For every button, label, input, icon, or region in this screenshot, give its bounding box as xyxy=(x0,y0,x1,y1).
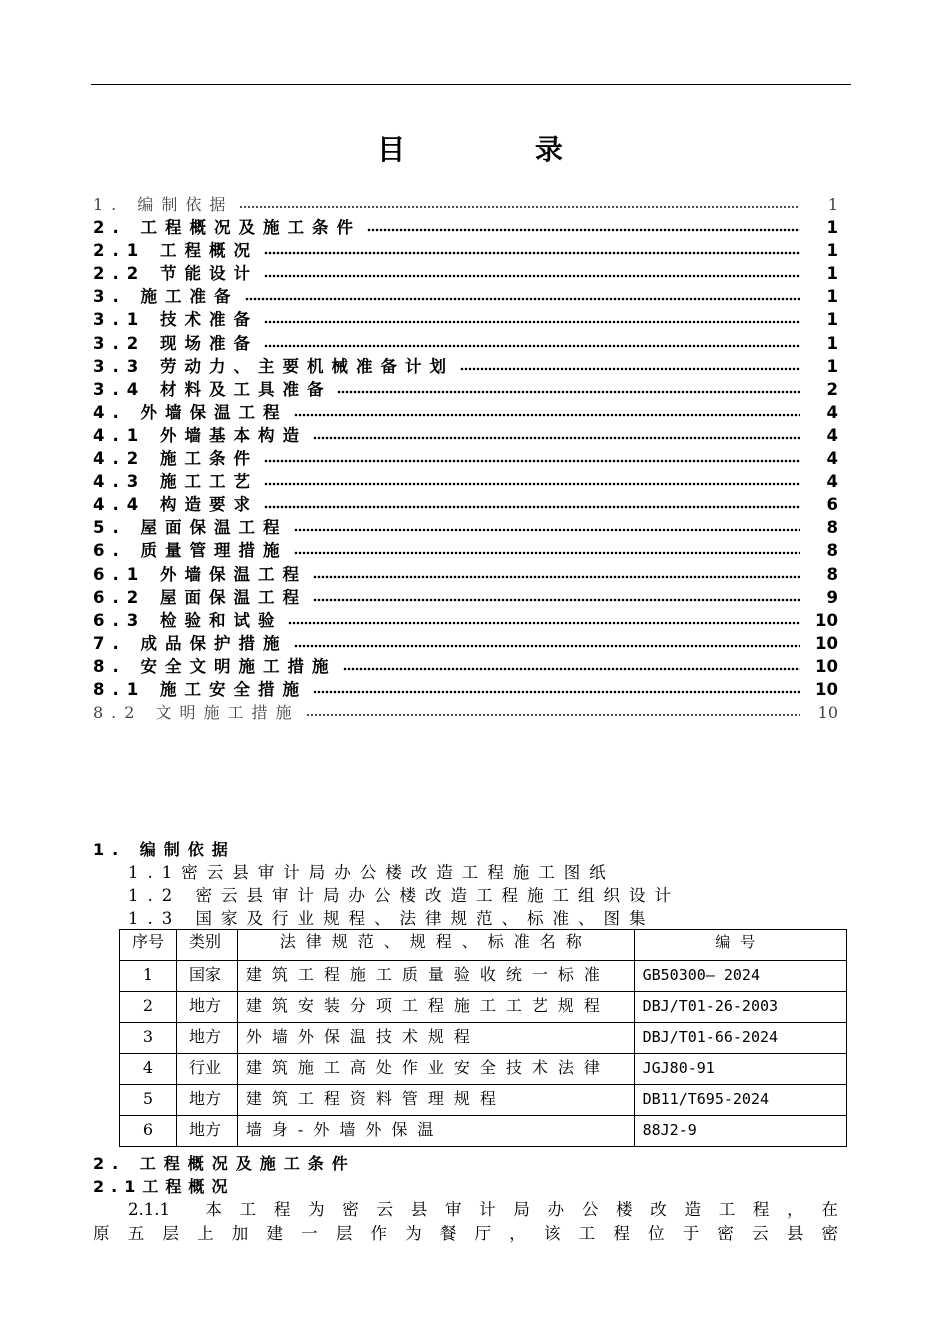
toc-leader-dots xyxy=(294,631,801,651)
toc-entry[interactable] xyxy=(93,490,838,513)
table-cell: 外墙外保温技术规程 xyxy=(237,1023,634,1054)
toc-entry-page: 1 xyxy=(826,241,838,261)
table-cell: 建筑工程施工质量验收统一标准 xyxy=(237,961,634,992)
toc-entry-label: 3.3 劳动力、主要机械准备计划 xyxy=(93,356,454,376)
table-cell: 国家 xyxy=(176,961,237,992)
toc-entry[interactable] xyxy=(93,282,838,305)
toc-leader-dots xyxy=(313,677,800,697)
toc-entry[interactable] xyxy=(93,467,838,490)
toc-entry-page: 1 xyxy=(826,218,838,238)
toc-entry[interactable] xyxy=(93,305,838,328)
toc-entry-label: 4.4 构造要求 xyxy=(93,495,258,515)
toc-entry[interactable] xyxy=(93,421,838,444)
toc-entry-page: 4 xyxy=(826,449,838,469)
table-row xyxy=(120,992,847,1023)
toc-entry-label: 5. 屋面保温工程 xyxy=(93,518,288,538)
toc-leader-dots xyxy=(367,215,800,235)
toc-entry[interactable] xyxy=(93,513,838,536)
toc-entry-label: 4.1 外墙基本构造 xyxy=(93,425,307,445)
toc-entry[interactable] xyxy=(93,536,838,559)
toc-entry-page: 4 xyxy=(826,402,838,422)
table-row xyxy=(120,1054,847,1085)
toc-entry[interactable] xyxy=(93,329,838,352)
table-cell: 6 xyxy=(120,1116,177,1147)
header-cell: 类别 xyxy=(176,930,237,961)
toc-entry-label: 4. 外墙保温工程 xyxy=(93,402,288,422)
toc-leader-dots xyxy=(264,446,800,466)
toc-leader-dots xyxy=(313,423,800,443)
table-of-contents xyxy=(93,190,838,721)
toc-entry-label: 2.1 工程概况 xyxy=(93,241,258,261)
toc-leader-dots xyxy=(264,469,800,489)
table-cell: DB11/T695-2024 xyxy=(634,1085,846,1116)
toc-entry[interactable] xyxy=(93,444,838,467)
table-cell: 行业 xyxy=(176,1054,237,1085)
table-cell: GB50300— 2024 xyxy=(634,961,846,992)
page-title: 目 录 xyxy=(377,133,623,166)
section-1 xyxy=(93,838,853,930)
table-row xyxy=(120,1085,847,1116)
toc-entry-label: 8.2 文明施工措施 xyxy=(93,703,300,723)
toc-leader-dots xyxy=(294,515,801,535)
table-cell: 3 xyxy=(120,1023,177,1054)
list-item: 1.3 国家及行业规程、法律规范、标准、图集 xyxy=(128,909,655,928)
section-2 xyxy=(93,1152,838,1246)
toc-leader-dots xyxy=(306,700,800,720)
toc-entry-page: 1 xyxy=(826,287,838,307)
table-cell: 墙身-外墙外保温 xyxy=(237,1116,634,1147)
toc-entry-page: 9 xyxy=(826,587,838,607)
toc-entry-page: 1 xyxy=(827,195,838,214)
toc-leader-dots xyxy=(460,354,800,374)
toc-entry[interactable] xyxy=(93,236,838,259)
toc-entry-label: 3. 施工准备 xyxy=(93,287,239,307)
table-cell: 地方 xyxy=(176,1116,237,1147)
table-cell: 2 xyxy=(120,992,177,1023)
toc-entry[interactable] xyxy=(93,606,838,629)
list-item: 1.2 密云县审计局办公楼改造工程施工组织设计 xyxy=(128,886,680,905)
toc-leader-dots xyxy=(337,377,800,397)
toc-entry[interactable] xyxy=(93,213,838,236)
toc-leader-dots xyxy=(264,238,800,258)
toc-entry-label: 3.4 材料及工具准备 xyxy=(93,379,332,399)
table-cell: DBJ/T01-26-2003 xyxy=(634,992,846,1023)
table-header-row xyxy=(120,930,847,961)
section-1-heading: 1. 编制依据 xyxy=(93,840,236,859)
toc-entry[interactable] xyxy=(93,352,838,375)
header-cell: 编号 xyxy=(634,930,846,961)
toc-entry-page: 1 xyxy=(826,264,838,284)
toc-entry-label: 2.2 节能设计 xyxy=(93,264,258,284)
toc-entry-page: 4 xyxy=(826,472,838,492)
table-cell: 建筑施工高处作业安全技术法律 xyxy=(237,1054,634,1085)
regulations-table xyxy=(119,929,847,1147)
toc-entry-label: 6.2 屋面保温工程 xyxy=(93,587,307,607)
toc-entry-page: 1 xyxy=(826,310,838,330)
toc-leader-dots xyxy=(313,585,800,605)
toc-entry-label: 4.2 施工条件 xyxy=(93,449,258,469)
toc-entry[interactable] xyxy=(93,259,838,282)
table-cell: DBJ/T01-66-2024 xyxy=(634,1023,846,1054)
table-cell: 建筑安装分项工程施工工艺规程 xyxy=(237,992,634,1023)
table-row xyxy=(120,961,847,992)
section-2-1-heading: 2.1工程概况 xyxy=(93,1177,235,1196)
toc-leader-dots xyxy=(313,562,800,582)
toc-entry-page: 10 xyxy=(817,703,838,723)
toc-leader-dots xyxy=(294,400,801,420)
table-row xyxy=(120,1116,847,1147)
toc-leader-dots xyxy=(264,492,800,512)
toc-leader-dots xyxy=(264,261,800,281)
toc-entry-label: 6. 质量管理措施 xyxy=(93,541,288,561)
toc-leader-dots xyxy=(288,608,800,628)
table-cell: 地方 xyxy=(176,992,237,1023)
header-cell: 序号 xyxy=(120,930,177,961)
table-cell: 地方 xyxy=(176,1085,237,1116)
toc-entry[interactable] xyxy=(93,398,838,421)
table-cell: 5 xyxy=(120,1085,177,1116)
toc-leader-dots xyxy=(343,654,801,674)
toc-entry-label: 3.2 现场准备 xyxy=(93,333,258,353)
header-cell: 法律规范、规程、标准名称 xyxy=(237,930,634,961)
toc-leader-dots xyxy=(239,192,800,212)
toc-entry-label: 2. 工程概况及施工条件 xyxy=(93,218,361,238)
toc-entry[interactable] xyxy=(93,698,838,721)
table-cell: 4 xyxy=(120,1054,177,1085)
toc-entry-page: 8 xyxy=(826,564,838,584)
toc-entry-page: 2 xyxy=(826,379,838,399)
toc-entry-label: 3.1 技术准备 xyxy=(93,310,258,330)
toc-entry-page: 6 xyxy=(826,495,838,515)
list-item: 1.1密云县审计局办公楼改造工程施工图纸 xyxy=(128,863,615,882)
toc-entry-page: 1 xyxy=(826,356,838,376)
toc-entry-page: 10 xyxy=(815,610,838,630)
section-2-heading: 2. 工程概况及施工条件 xyxy=(93,1154,356,1173)
toc-entry-page: 8 xyxy=(826,541,838,561)
toc-entry-page: 8 xyxy=(826,518,838,538)
toc-entry-page: 4 xyxy=(826,425,838,445)
toc-entry-page: 10 xyxy=(815,679,838,699)
toc-entry-label: 8.1 施工安全措施 xyxy=(93,679,307,699)
toc-entry[interactable] xyxy=(93,190,838,213)
toc-entry-page: 10 xyxy=(815,633,838,653)
toc-entry[interactable] xyxy=(93,652,838,675)
table-cell: 88J2-9 xyxy=(634,1116,846,1147)
toc-leader-dots xyxy=(294,538,801,558)
toc-leader-dots xyxy=(264,331,800,351)
paragraph-line: 2.1.1 本 工 程 为 密 云 县 审 计 局 办 公 楼 改 造 工 程 ， 在 xyxy=(128,1200,838,1219)
table-cell: 地方 xyxy=(176,1023,237,1054)
table-row xyxy=(120,1023,847,1054)
toc-entry[interactable] xyxy=(93,629,838,652)
toc-entry-label: 7. 成品保护措施 xyxy=(93,633,288,653)
toc-entry[interactable] xyxy=(93,560,838,583)
toc-leader-dots xyxy=(245,284,801,304)
toc-entry-label: 6.3 检验和试验 xyxy=(93,610,283,630)
toc-leader-dots xyxy=(264,307,800,327)
toc-entry-label: 8. 安全文明施工措施 xyxy=(93,656,337,676)
toc-entry-page: 10 xyxy=(815,656,838,676)
table-cell: 建筑工程资料管理规程 xyxy=(237,1085,634,1116)
table-cell: 1 xyxy=(120,961,177,992)
toc-entry[interactable] xyxy=(93,375,838,398)
header-rule xyxy=(91,84,851,85)
toc-entry-label: 6.1 外墙保温工程 xyxy=(93,564,307,584)
toc-entry[interactable] xyxy=(93,675,838,698)
paragraph-line: 原 五 层 上 加 建 一 层 作 为 餐 厅 ， 该 工 程 位 于 密 云 县 密 xyxy=(93,1224,838,1243)
toc-entry-label: 4.3 施工工艺 xyxy=(93,472,258,492)
toc-entry-page: 1 xyxy=(826,333,838,353)
toc-entry[interactable] xyxy=(93,583,838,606)
table-cell: JGJ80-91 xyxy=(634,1054,846,1085)
toc-entry-label: 1. 编制依据 xyxy=(93,195,234,214)
